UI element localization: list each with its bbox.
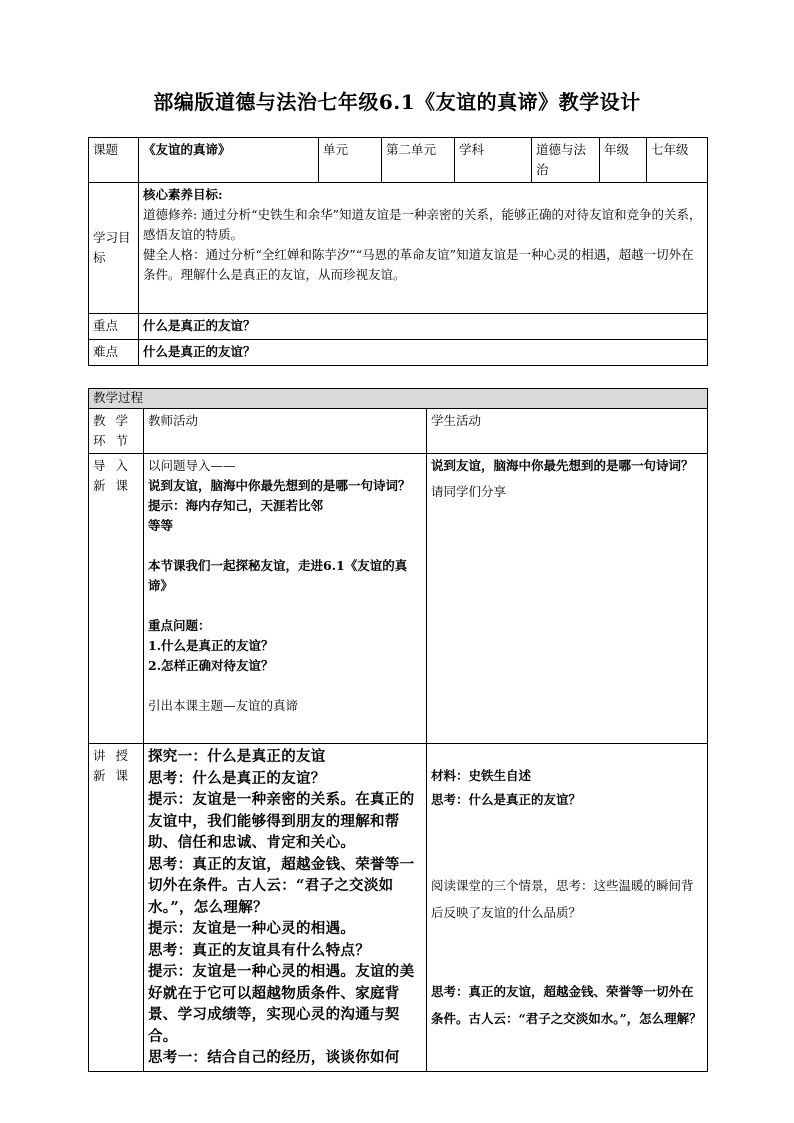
topic-value: 《友谊的真谛》 bbox=[139, 138, 319, 183]
lecture-teacher-line: 思考：真正的友谊，超越金钱、荣誉等一切外在条件。古人云：“君子之交淡如水。”，怎么理解？ bbox=[148, 855, 415, 916]
col-stage-header: 教学环节 bbox=[89, 409, 144, 454]
intro-teacher-cell bbox=[144, 454, 427, 744]
lecture-teacher-line: 思考：真正的友谊具有什么特点？ bbox=[148, 941, 370, 959]
topic-label: 课题 bbox=[89, 138, 139, 183]
lecture-student-line: 思考：真正的友谊，超越金钱、荣誉等一切外在条件。古人云：“君子之交淡如水。”，怎么理解？ bbox=[431, 984, 702, 1026]
lecture-student-line: 阅读课堂的三个情景，思考：这些温暖的瞬间背后反映了友谊的什么品质？ bbox=[431, 878, 694, 920]
intro-teacher-line: 提示：海内存知己，天涯若比邻 bbox=[148, 498, 324, 513]
lecture-teacher-line: 提示：友谊是一种心灵的相遇。友谊的美好就在于它可以超越物质条件、家庭背景、学习成绩等，实现心灵的沟通与契合。 bbox=[148, 963, 415, 1045]
unit-label: 单元 bbox=[319, 138, 382, 183]
difficult-point-value: 什么是真正的友谊？ bbox=[139, 340, 708, 366]
col-student-header: 学生活动 bbox=[427, 409, 708, 454]
goals-content bbox=[139, 183, 708, 314]
goals-line-1: 道德修养: 通过分析“史铁生和余华”知道友谊是一种亲密的关系，能够正确的对待友谊和竞争的关系，感悟友谊的特质。 bbox=[143, 207, 702, 242]
lecture-teacher-cell bbox=[144, 744, 427, 1072]
intro-teacher-line: 以问题导入—— bbox=[148, 458, 236, 473]
lecture-student-line: 思考：什么是真正的友谊？ bbox=[431, 792, 582, 807]
difficult-point-label: 难点 bbox=[89, 340, 139, 366]
intro-teacher-line: 等等 bbox=[148, 518, 174, 533]
lecture-student-cell bbox=[427, 744, 708, 1072]
lecture-teacher-line: 探究一：什么是真正的友谊 bbox=[148, 748, 326, 765]
subject-label: 学科 bbox=[455, 138, 532, 183]
page-title: 部编版道德与法治七年级6.1《友谊的真谛》教学设计 bbox=[153, 90, 641, 114]
intro-teacher-line: 引出本课主题—友谊的真谛 bbox=[148, 698, 299, 713]
intro-teacher-line: 本节课我们一起探秘友谊，走进6.1《友谊的真谛》 bbox=[148, 558, 408, 593]
key-point-value: 什么是真正的友谊？ bbox=[139, 314, 708, 340]
info-table bbox=[88, 137, 708, 366]
process-table bbox=[88, 388, 708, 1072]
intro-teacher-line: 重点问题： bbox=[148, 618, 211, 633]
intro-teacher-line: 说到友谊，脑海中你最先想到的是哪一句诗词？ bbox=[148, 478, 411, 493]
goals-line-2: 健全人格：通过分析“全红婵和陈芋汐”“马恩的革命友谊”知道友谊是一种心灵的相遇，超越一切外在条件。理解什么是真正的友谊，从而珍视友谊。 bbox=[143, 247, 694, 282]
intro-student-line: 请同学们分享 bbox=[431, 484, 507, 499]
intro-student-line: 说到友谊，脑海中你最先想到的是哪一句诗词？ bbox=[431, 458, 694, 473]
key-point-label: 重点 bbox=[89, 314, 139, 340]
goals-heading: 核心素养目标: bbox=[143, 187, 223, 202]
grade-label: 年级 bbox=[600, 138, 647, 183]
intro-teacher-line: 2.怎样正确对待友谊？ bbox=[148, 658, 274, 673]
col-teacher-header: 教师活动 bbox=[144, 409, 427, 454]
lecture-teacher-line: 思考：什么是真正的友谊？ bbox=[148, 769, 326, 787]
grade-value: 七年级 bbox=[647, 138, 708, 183]
lecture-teacher-line: 思考一：结合自己的经历，谈谈你如何 bbox=[148, 1049, 400, 1066]
goals-label: 学习目标 bbox=[89, 183, 139, 314]
lecture-teacher-line: 提示：友谊是一种亲密的关系。在真正的友谊中，我们能够得到朋友的理解和帮助、信任和忠诚、肯定和关心。 bbox=[148, 791, 415, 851]
intro-student-cell bbox=[427, 454, 708, 744]
lecture-student-line: 材料：史铁生自述 bbox=[431, 768, 532, 783]
lecture-teacher-line: 提示：友谊是一种心灵的相遇。 bbox=[148, 920, 356, 937]
intro-stage-label: 导入新课 bbox=[89, 454, 144, 744]
lecture-stage-label: 讲授新课 bbox=[89, 744, 144, 1072]
intro-teacher-line: 1.什么是真正的友谊？ bbox=[148, 638, 274, 653]
subject-value: 道德与法治 bbox=[532, 138, 600, 183]
unit-value: 第二单元 bbox=[382, 138, 455, 183]
process-header: 教学过程 bbox=[89, 389, 708, 409]
